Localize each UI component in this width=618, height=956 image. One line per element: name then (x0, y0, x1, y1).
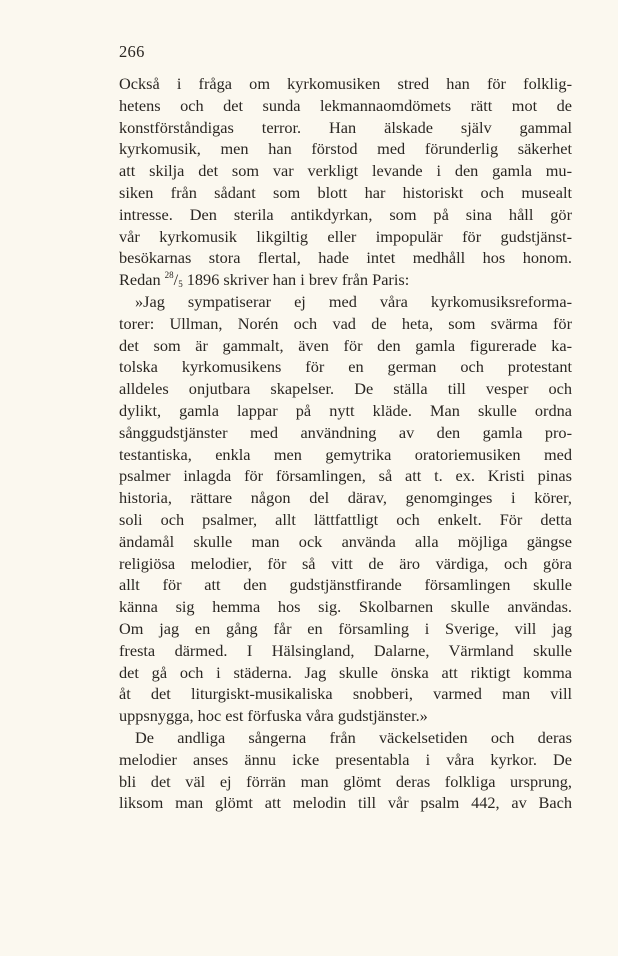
text-line (119, 269, 572, 291)
text-line: att skilja det som var verkligt levande i den gamla mu- (119, 161, 572, 181)
page-number: 266 (119, 42, 145, 61)
date-day: 28 (164, 270, 174, 281)
text-line: tolska kyrkomusikens för en german och protestant (119, 357, 572, 377)
text-line: uppsnygga, hoc est förfuska våra gudstjänster.» (119, 706, 428, 726)
text-line: det som är gammalt, även för den gamla figurerade ka- (119, 335, 572, 355)
text-line: melodier anses ännu icke presentabla i våra kyrkor. De (119, 749, 572, 769)
text-line: Också i fråga om kyrkomusiken stred han för folklig- (119, 74, 572, 93)
text-line: soli och psalmer, allt lättfattligt och enkelt. För detta (119, 509, 572, 529)
text-line: bli det väl ej förrän man glömt deras folkliga ursprung, (119, 771, 572, 791)
text-fragment: Redan (119, 270, 165, 290)
text-line: sånggudstjänster med användning av den gamla pro- (119, 422, 572, 442)
text-line: De andliga sångerna från väckelsetiden och deras (135, 727, 572, 747)
text-line: »Jag sympatiserar ej med våra kyrkomusiksreforma- (135, 291, 572, 311)
body-text (119, 73, 572, 814)
text-line: besökarnas stora flertal, hade intet medhåll hos honom. (119, 248, 572, 268)
text-line: testantiska, enkla men gemytrika oratoriemusiken med (119, 444, 572, 464)
text-line: psalmer inlagda för församlingen, så att t. ex. Kristi pinas (119, 466, 572, 486)
text-line: liksom man glömt att melodin till vår psalm 442, av Bach (119, 793, 572, 813)
text-line: siken från sådant som blott har historiskt och musealt (119, 182, 572, 202)
text-line: Om jag en gång får en församling i Sverige, vill jag (119, 618, 572, 638)
date-separator: / (173, 270, 179, 290)
date-month: 5 (178, 279, 183, 290)
text-fragment: 1896 skriver han i brev från Paris: (182, 270, 410, 290)
text-line: alldeles onjutbara skapelser. De ställa till vesper och (119, 379, 572, 399)
text-line: känna sig hemma hos sig. Skolbarnen skulle användas. (119, 597, 572, 617)
text-line: vår kyrkomusik likgiltig eller impopulär för gudstjänst- (119, 226, 572, 246)
text-line: torer: Ullman, Norén och vad de heta, som svärma för (119, 313, 572, 333)
text-line: historia, rättare någon del därav, genomginges i körer, (119, 488, 572, 508)
text-line: allt för att den gudstjänstfirande församlingen skulle (119, 575, 572, 595)
text-line: kyrkomusik, men han förstod med förunderlig säkerhet (119, 139, 572, 159)
text-line: hetens och det sunda lekmannaomdömets rätt mot de (119, 95, 572, 115)
text-line: religiösa melodier, för så vitt de äro värdiga, och göra (119, 553, 572, 573)
text-line: intresse. Den sterila antikdyrkan, som på sina håll gör (119, 204, 572, 224)
text-line: ändamål skulle man ock använda alla möjliga gängse (119, 531, 572, 551)
text-line: fresta därmed. I Hälsingland, Dalarne, Värmland skulle (119, 640, 572, 660)
text-line: dylikt, gamla lappar på nytt kläde. Man skulle ordna (119, 400, 572, 420)
text-line: konstförståndigas terror. Han älskade själv gammal (119, 117, 572, 137)
text-line: åt det liturgiskt-musikaliska snobberi, varmed man vill (119, 684, 572, 704)
text-line: det gå och i städerna. Jag skulle önska att riktigt komma (119, 662, 572, 682)
